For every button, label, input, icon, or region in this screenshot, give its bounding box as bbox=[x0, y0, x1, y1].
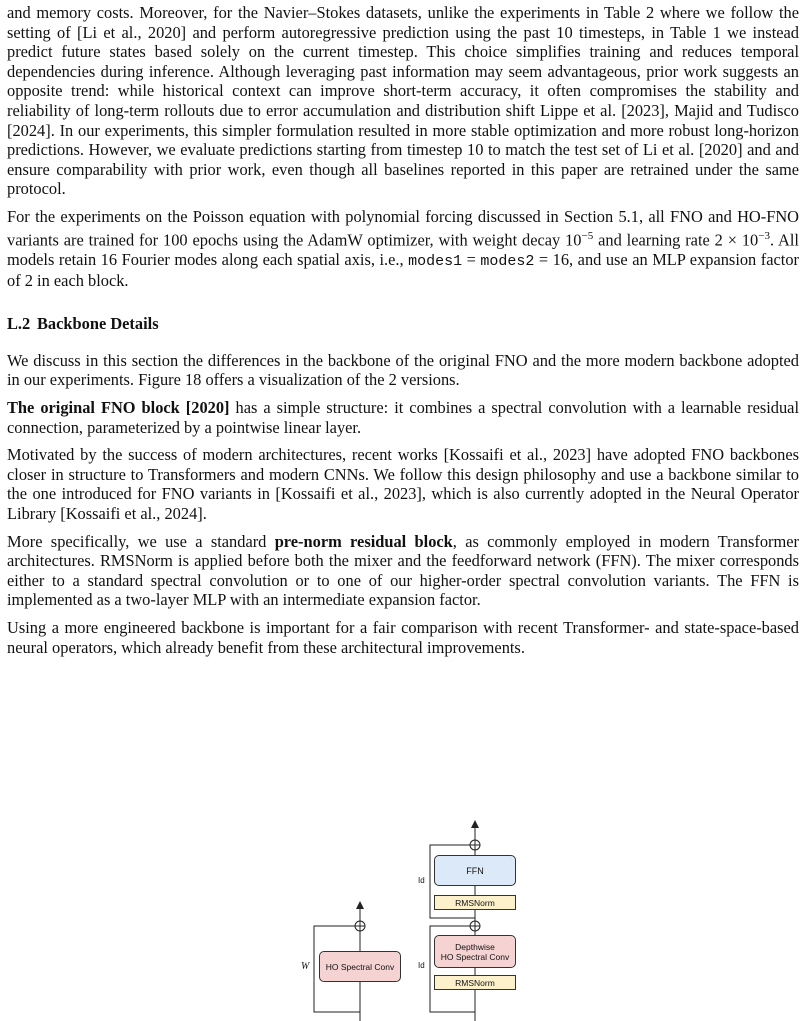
paragraph-training-setup: and memory costs. Moreover, for the Navier–Stokes datasets, unlike the experiments in Table 2 where we follow the setting of [Li et al., 2020] and perform autoregressive prediction using the past 10 timesteps, in Table 1 we instead predict future states based solely on the current timestep. This choice simplifies training and reduces temporal dependencies during inference. Although leveraging past information may seem advantageous, prior work suggests an opposite trend: while historical context can improve short-term accuracy, it often compromises the stability and reliability of long-term rollouts due to error accumulation and distribution shift Lippe et al. [2023], Majid and Tudisco [2024]. In our experiments, this simpler formulation resulted in more stable optimization and more robust long-horizon predictions. However, we evaluate predictions starting from timestep 10 to match the test set of Li et al. [2020] and and ensure comparability with prior work, even though all baselines reported in this paper are retrained under the same protocol. bbox=[7, 3, 799, 199]
section-title: Backbone Details bbox=[37, 313, 159, 333]
depthwise-ho-spectral-conv-box: Depthwise HO Spectral Conv bbox=[434, 935, 516, 968]
section-number: L.2 bbox=[7, 313, 31, 333]
residual-weight-label: W bbox=[301, 961, 310, 972]
section-heading bbox=[7, 314, 799, 334]
identity-label-bottom: Id bbox=[418, 961, 425, 970]
right-sum-node-top-icon bbox=[470, 840, 480, 850]
paragraph-backbone-intro: We discuss in this section the differences in the backbone of the original FNO and the more modern backbone adopted in our experiments. Figure 18 offers a visualization of the 2 versions. bbox=[7, 350, 799, 390]
right-block-lines bbox=[430, 824, 475, 1021]
left-sum-node-icon bbox=[355, 921, 365, 931]
identity-label-top: Id bbox=[418, 876, 425, 885]
backbone-figure bbox=[0, 820, 808, 1021]
rmsnorm-bottom-box: RMSNorm bbox=[434, 975, 516, 990]
rmsnorm-top-box: RMSNorm bbox=[434, 895, 516, 910]
paragraph-pre-norm-block: More specifically, we use a standard pre-norm residual block, as commonly employed in modern Transformer architectures. RMSNorm is applied before both the mixer and the feedforward network (FFN). The mixer corresponds either to a standard spectral convolution or to one of our higher-order spectral convolution variants. The FFN is implemented as a two-layer MLP with an intermediate expansion factor. bbox=[7, 531, 799, 610]
paragraph-modern-backbones: Motivated by the success of modern architectures, recent works [Kossaifi et al., 2023] have adopted FNO backbones closer in structure to Transformers and modern CNNs. We follow this design philosophy and use a backbone similar to the one introduced for FNO variants in [Kossaifi et al., 2023], which is also currently adopted in the Neural Operator Library [Kossaifi et al., 2024]. bbox=[7, 445, 799, 523]
paragraph-poisson-experiments: For the experiments on the Poisson equation with polynomial forcing discussed in Section 5.1, all FNO and HO-FNO variants are trained for 100 epochs using the AdamW optimizer, with weight decay $10^{-5}$ and learning rate $2 \times 10^{-3}$. All models retain 16 Fourier modes along each spatial axis, i.e., modes1 = modes2 = 16, and use an MLP expansion factor of 2 in each block. bbox=[7, 206, 799, 291]
ffn-box: FFN bbox=[434, 855, 516, 886]
ho-spectral-conv-box: HO Spectral Conv bbox=[319, 951, 401, 982]
paragraph-original-fno: The original FNO block [2020] has a simple structure: it combines a spectral convolution with a learnable residual connection, parameterized by a pointwise linear layer. bbox=[7, 397, 799, 437]
paragraph-fair-comparison: Using a more engineered backbone is important for a fair comparison with recent Transformer- and state-space-based neural operators, which already benefit from these architectural improvements. bbox=[7, 617, 799, 657]
paper-page bbox=[7, 0, 799, 657]
figure-connections bbox=[0, 820, 808, 1021]
right-sum-node-bottom-icon bbox=[470, 921, 480, 931]
